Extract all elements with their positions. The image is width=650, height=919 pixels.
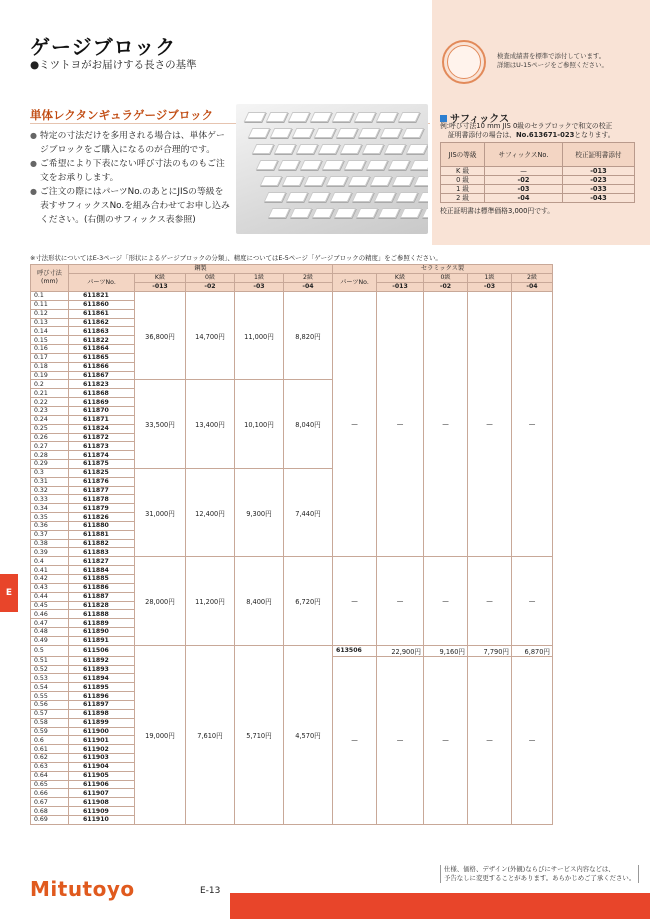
grade-suffix: -013 (377, 283, 424, 292)
section-tab[interactable]: E (0, 574, 18, 612)
steel-price-cell: 8,400円 (235, 557, 284, 645)
gauge-block-shape (384, 144, 407, 154)
size-cell: 0.15 (31, 336, 69, 345)
steel-price-cell: 8,820円 (284, 292, 333, 380)
steel-price-cell: 11,200円 (186, 557, 235, 645)
size-cell: 0.31 (31, 477, 69, 486)
size-cell: 0.67 (31, 798, 69, 807)
suffix-row (441, 176, 635, 185)
ceramic-price-cell: — (468, 292, 512, 557)
gauge-block-shape (270, 128, 293, 138)
suffix-cell: -013 (562, 167, 634, 176)
part-number-cell: 611827 (69, 557, 135, 566)
suffix-cell: -02 (485, 176, 563, 185)
steel-price-cell: 5,710円 (235, 645, 284, 824)
size-cell: 0.25 (31, 424, 69, 433)
disclaimer-line: 仕様、価格、デザイン(外観)ならびにサービス内容などは、 (444, 865, 615, 873)
size-header (31, 265, 69, 292)
suffix-cell: -033 (562, 185, 634, 194)
gauge-block-shape (312, 208, 335, 218)
part-number-cell: 611864 (69, 345, 135, 354)
part-number-cell: 611891 (69, 636, 135, 645)
square-bullet-icon (440, 115, 447, 122)
gauge-block-shape (378, 208, 401, 218)
gauge-block-shape (388, 160, 411, 170)
ceramic-price-cell: — (424, 656, 468, 824)
grade-suffix: -04 (512, 283, 553, 292)
size-cell: 0.5 (31, 645, 69, 656)
size-cell: 0.69 (31, 815, 69, 824)
gauge-block-shape (374, 192, 397, 202)
size-cell: 0.44 (31, 592, 69, 601)
size-cell: 0.46 (31, 610, 69, 619)
suffix-note-line (440, 131, 640, 140)
suffix-cell: 0 級 (441, 176, 485, 185)
gauge-block-shape (340, 144, 363, 154)
ceramic-price-cell: — (377, 292, 424, 557)
grade-header: 0級 (186, 274, 235, 283)
footer-bar (230, 893, 650, 919)
suffix-header: 校正証明書添付 (562, 143, 634, 167)
size-cell: 0.21 (31, 389, 69, 398)
size-cell: 0.37 (31, 530, 69, 539)
gauge-block-shape (418, 192, 428, 202)
certificate-note-line: 詳細はU-15ページをご参照ください。 (497, 61, 608, 69)
part-number-cell: 611822 (69, 336, 135, 345)
size-cell: 0.39 (31, 548, 69, 557)
steel-price-cell: 8,040円 (284, 380, 333, 468)
part-number-cell: 611886 (69, 583, 135, 592)
size-cell: 0.45 (31, 601, 69, 610)
suffix-cell: — (485, 167, 563, 176)
part-number-cell: 611894 (69, 674, 135, 683)
part-number-cell: 611506 (69, 645, 135, 656)
suffix-note-text: 証明書添付の場合は、 (448, 131, 516, 139)
part-number-cell: 611865 (69, 353, 135, 362)
part-number-cell: 611888 (69, 610, 135, 619)
gauge-block-shape (406, 144, 428, 154)
size-cell: 0.23 (31, 406, 69, 415)
steel-price-cell: 14,700円 (186, 292, 235, 380)
size-cell: 0.51 (31, 656, 69, 665)
gauge-block-shape (352, 192, 375, 202)
ceramic-part-no-header: パーツNo. (333, 274, 377, 292)
size-cell: 0.11 (31, 300, 69, 309)
certificate-seal-icon (442, 40, 486, 84)
gauge-block-shape (376, 112, 399, 122)
ceramic-price-cell: 6,870円 (512, 645, 553, 656)
ceramic-price-cell: — (424, 292, 468, 557)
grade-header: 0級 (424, 274, 468, 283)
part-number-cell: 611872 (69, 433, 135, 442)
ceramic-price-cell: 9,160円 (424, 645, 468, 656)
size-cell: 0.26 (31, 433, 69, 442)
size-cell: 0.55 (31, 692, 69, 701)
size-cell: 0.59 (31, 727, 69, 736)
size-cell: 0.3 (31, 468, 69, 477)
suffix-title-text: サフィックス (450, 114, 510, 125)
table-row (31, 292, 553, 301)
page-subtitle: ●ミツトヨがお届けする長さの基準 (30, 59, 197, 71)
part-number-cell: 611889 (69, 619, 135, 628)
part-number-cell: 611861 (69, 309, 135, 318)
size-cell: 0.64 (31, 771, 69, 780)
part-number-cell: 611897 (69, 700, 135, 709)
steel-price-cell: 4,570円 (284, 645, 333, 824)
size-cell: 0.38 (31, 539, 69, 548)
grade-suffix: -03 (235, 283, 284, 292)
part-number-cell: 611825 (69, 468, 135, 477)
steel-price-cell: 7,610円 (186, 645, 235, 824)
part-number-cell: 611893 (69, 665, 135, 674)
steel-price-cell: 31,000円 (135, 468, 186, 556)
steel-price-cell: 11,000円 (235, 292, 284, 380)
steel-price-cell: 7,440円 (284, 468, 333, 556)
gauge-block-shape (358, 128, 381, 138)
size-cell: 0.56 (31, 700, 69, 709)
page-number: E-13 (200, 886, 221, 896)
part-number-cell: 611907 (69, 789, 135, 798)
gauge-block-shape (336, 128, 359, 138)
size-cell: 0.63 (31, 762, 69, 771)
gauge-block-shape (244, 112, 267, 122)
suffix-note (440, 122, 640, 140)
gauge-block-shape (290, 208, 313, 218)
gauge-block-shape (308, 192, 331, 202)
price-table-body (31, 292, 553, 825)
gauge-block-shape (266, 112, 289, 122)
part-number-cell: 611860 (69, 300, 135, 309)
size-cell: 0.34 (31, 504, 69, 513)
steel-header: 鋼製 (69, 265, 333, 274)
gauge-block-shape (366, 160, 389, 170)
steel-price-cell: 10,100円 (235, 380, 284, 468)
part-number-cell: 611901 (69, 736, 135, 745)
page-title: ゲージブロック (30, 35, 177, 59)
part-number-cell: 611908 (69, 798, 135, 807)
part-number-cell: 611878 (69, 495, 135, 504)
grade-header: 2級 (284, 274, 333, 283)
suffix-note-text: となります。 (574, 131, 615, 139)
ceramic-part-number-cell: — (333, 292, 377, 557)
size-cell: 0.22 (31, 398, 69, 407)
size-cell: 0.1 (31, 292, 69, 301)
part-number-cell: 611909 (69, 807, 135, 816)
ceramic-part-number-cell: — (333, 656, 377, 824)
part-number-cell: 611879 (69, 504, 135, 513)
example-part-number: No.613671-023 (515, 131, 575, 139)
brand-logo: Mitutoyo (30, 877, 135, 901)
size-cell: 0.16 (31, 345, 69, 354)
part-number-cell: 611905 (69, 771, 135, 780)
gauge-block-shape (274, 144, 297, 154)
ceramic-price-cell: 7,790円 (468, 645, 512, 656)
feature-item: ● ご注文の際にはパーツNo.のあとにJISの等級を表すサフィックスNo.を組み合わせてお申し込みください。(右側のサフィックス表参照) (30, 185, 230, 227)
size-cell: 0.12 (31, 309, 69, 318)
suffix-cell: K 級 (441, 167, 485, 176)
size-cell: 0.6 (31, 736, 69, 745)
suffix-note-line: 例:呼び寸法10 mm JIS 0級のセラブロックで和文の校正 (440, 122, 613, 130)
gauge-block-shape (310, 112, 333, 122)
size-cell: 0.43 (31, 583, 69, 592)
steel-price-cell: 36,800円 (135, 292, 186, 380)
certificate-note (497, 52, 637, 70)
part-number-cell: 611906 (69, 780, 135, 789)
certificate-note-line: 検査成績書を標準で添付しています。 (497, 52, 606, 60)
gauge-block-shape (256, 160, 279, 170)
steel-part-no-header: パーツNo. (69, 274, 135, 292)
gauge-block-shape (344, 160, 367, 170)
part-number-cell: 611877 (69, 486, 135, 495)
feature-item: ● ご希望により下表にない呼び寸法のものもご注文をお承りします。 (30, 157, 230, 185)
gauge-block-shape (292, 128, 315, 138)
size-cell: 0.2 (31, 380, 69, 389)
part-number-cell: 611881 (69, 530, 135, 539)
section-title: 単体レクタンギュラゲージブロック (30, 108, 214, 122)
suffix-footer: 校正証明書は標準価格3,000円です。 (440, 207, 555, 215)
gauge-block-shape (380, 128, 403, 138)
suffix-row (441, 185, 635, 194)
size-cell: 0.33 (31, 495, 69, 504)
size-cell: 0.66 (31, 789, 69, 798)
ceramic-header: セラミックス製 (333, 265, 553, 274)
part-number-cell: 611828 (69, 601, 135, 610)
gauge-block-shape (268, 208, 291, 218)
disclaimer-note (440, 865, 639, 883)
part-number-cell: 611824 (69, 424, 135, 433)
size-cell: 0.65 (31, 780, 69, 789)
steel-price-cell: 12,400円 (186, 468, 235, 556)
steel-price-cell: 9,300円 (235, 468, 284, 556)
gauge-block-shape (334, 208, 357, 218)
gauge-block-shape (300, 160, 323, 170)
part-number-cell: 611866 (69, 362, 135, 371)
grade-header: K級 (135, 274, 186, 283)
gauge-block-shape (354, 112, 377, 122)
part-number-cell: 611898 (69, 709, 135, 718)
part-number-cell: 611887 (69, 592, 135, 601)
gauge-block-shape (410, 160, 428, 170)
ceramic-price-cell: — (377, 557, 424, 645)
suffix-table (440, 142, 635, 203)
gauge-block-shape (332, 112, 355, 122)
part-number-cell: 611900 (69, 727, 135, 736)
part-number-cell: 611890 (69, 628, 135, 637)
grade-suffix: -013 (135, 283, 186, 292)
part-number-cell: 611883 (69, 548, 135, 557)
part-number-cell: 611902 (69, 745, 135, 754)
size-cell: 0.36 (31, 521, 69, 530)
disclaimer-line: 予告なしに変更することがあります。あらかじめご了承ください。 (444, 874, 636, 882)
grade-suffix: -02 (186, 283, 235, 292)
part-number-cell: 611870 (69, 406, 135, 415)
part-number-cell: 611882 (69, 539, 135, 548)
size-cell: 0.53 (31, 674, 69, 683)
ceramic-price-cell: — (512, 656, 553, 824)
size-cell: 0.4 (31, 557, 69, 566)
size-cell: 0.35 (31, 513, 69, 522)
size-cell: 0.57 (31, 709, 69, 718)
gauge-block-shape (260, 176, 283, 186)
size-cell: 0.58 (31, 718, 69, 727)
size-cell: 0.24 (31, 415, 69, 424)
size-cell: 0.54 (31, 683, 69, 692)
size-cell: 0.62 (31, 754, 69, 763)
suffix-row (441, 167, 635, 176)
part-number-cell: 611862 (69, 318, 135, 327)
gauge-block-shape (398, 112, 421, 122)
gauge-block-shape (278, 160, 301, 170)
steel-price-cell: 33,500円 (135, 380, 186, 468)
gauge-block-shape (282, 176, 305, 186)
grade-suffix: -02 (424, 283, 468, 292)
part-number-cell: 611896 (69, 692, 135, 701)
part-number-cell: 611904 (69, 762, 135, 771)
part-number-cell: 611892 (69, 656, 135, 665)
gauge-block-shape (422, 208, 428, 218)
part-number-cell: 611867 (69, 371, 135, 380)
part-number-cell: 611895 (69, 683, 135, 692)
grade-header: 1級 (235, 274, 284, 283)
ceramic-part-number-cell: — (333, 557, 377, 645)
gauge-block-shape (252, 144, 275, 154)
steel-price-cell: 13,400円 (186, 380, 235, 468)
gauge-block-shape (288, 112, 311, 122)
gauge-block-photo (236, 104, 428, 234)
part-number-cell: 611884 (69, 566, 135, 575)
suffix-cell: 2 級 (441, 194, 485, 203)
size-cell: 0.61 (31, 745, 69, 754)
table-note: ※寸法形状についてはE-3ページ「形状によるゲージブロックの分類」、精度についてはE-5ページ「ゲージブロックの精度」をご参照ください。 (30, 254, 442, 262)
price-table (30, 264, 553, 825)
part-number-cell: 611823 (69, 380, 135, 389)
gauge-block-shape (362, 144, 385, 154)
size-cell: 0.42 (31, 575, 69, 584)
steel-price-cell: 28,000円 (135, 557, 186, 645)
size-cell: 0.41 (31, 566, 69, 575)
gauge-block-shape (392, 176, 415, 186)
ceramic-price-cell: — (512, 292, 553, 557)
suffix-cell: -03 (485, 185, 563, 194)
ceramic-part-number-cell: 613506 (333, 645, 377, 656)
gauge-block-shape (330, 192, 353, 202)
ceramic-price-cell: — (468, 656, 512, 824)
steel-price-cell: 19,000円 (135, 645, 186, 824)
size-cell: 0.19 (31, 371, 69, 380)
suffix-cell: 1 級 (441, 185, 485, 194)
part-number-cell: 611874 (69, 451, 135, 460)
part-number-cell: 611869 (69, 398, 135, 407)
part-number-cell: 611826 (69, 513, 135, 522)
gauge-block-shape (396, 192, 419, 202)
ceramic-price-cell: — (424, 557, 468, 645)
size-unit-label: (mm) (41, 278, 58, 285)
size-cell: 0.52 (31, 665, 69, 674)
size-cell: 0.47 (31, 619, 69, 628)
suffix-cell: -04 (485, 194, 563, 203)
gauge-block-shape (314, 128, 337, 138)
part-number-cell: 611873 (69, 442, 135, 451)
suffix-row (441, 194, 635, 203)
suffix-header: サフィックスNo. (485, 143, 563, 167)
feature-item: ● 特定の寸法だけを多用される場合は、単体ゲージブロックをご購入になるのが合理的です。 (30, 129, 230, 157)
ceramic-price-cell: — (468, 557, 512, 645)
size-cell: 0.17 (31, 353, 69, 362)
size-cell: 0.68 (31, 807, 69, 816)
part-number-cell: 611903 (69, 754, 135, 763)
gauge-block-shape (318, 144, 341, 154)
grade-header: 2級 (512, 274, 553, 283)
part-number-cell: 611821 (69, 292, 135, 301)
part-number-cell: 611885 (69, 575, 135, 584)
gauge-block-shape (322, 160, 345, 170)
gauge-block-shape (402, 128, 425, 138)
gauge-block-shape (400, 208, 423, 218)
size-cell: 0.13 (31, 318, 69, 327)
size-cell: 0.49 (31, 636, 69, 645)
size-header-label: 呼び寸法 (37, 270, 62, 277)
gauge-block-shape (414, 176, 428, 186)
grade-header: 1級 (468, 274, 512, 283)
size-cell: 0.28 (31, 451, 69, 460)
grade-suffix: -03 (468, 283, 512, 292)
grade-suffix: -04 (284, 283, 333, 292)
ceramic-price-cell: — (512, 557, 553, 645)
ceramic-price-cell: — (377, 656, 424, 824)
gauge-block-shape (348, 176, 371, 186)
part-number-cell: 611871 (69, 415, 135, 424)
gauge-block-shape (304, 176, 327, 186)
gauge-block-shape (264, 192, 287, 202)
part-number-cell: 611910 (69, 815, 135, 824)
part-number-cell: 611880 (69, 521, 135, 530)
gauge-block-shape (286, 192, 309, 202)
suffix-cell: -023 (562, 176, 634, 185)
steel-price-cell: 6,720円 (284, 557, 333, 645)
gauge-block-shape (296, 144, 319, 154)
size-cell: 0.48 (31, 628, 69, 637)
size-cell: 0.18 (31, 362, 69, 371)
gauge-block-shape (370, 176, 393, 186)
ceramic-price-cell: 22,900円 (377, 645, 424, 656)
grade-header: K級 (377, 274, 424, 283)
feature-list (30, 129, 230, 227)
gauge-block-shape (326, 176, 349, 186)
size-cell: 0.29 (31, 460, 69, 469)
part-number-cell: 611875 (69, 460, 135, 469)
part-number-cell: 611876 (69, 477, 135, 486)
table-row (31, 645, 553, 656)
suffix-header: JISの等級 (441, 143, 485, 167)
gauge-block-shape (248, 128, 271, 138)
suffix-cell: -043 (562, 194, 634, 203)
part-number-cell: 611899 (69, 718, 135, 727)
size-cell: 0.27 (31, 442, 69, 451)
size-cell: 0.14 (31, 327, 69, 336)
size-cell: 0.32 (31, 486, 69, 495)
part-number-cell: 611868 (69, 389, 135, 398)
table-row (31, 557, 553, 566)
gauge-block-shape (356, 208, 379, 218)
part-number-cell: 611863 (69, 327, 135, 336)
